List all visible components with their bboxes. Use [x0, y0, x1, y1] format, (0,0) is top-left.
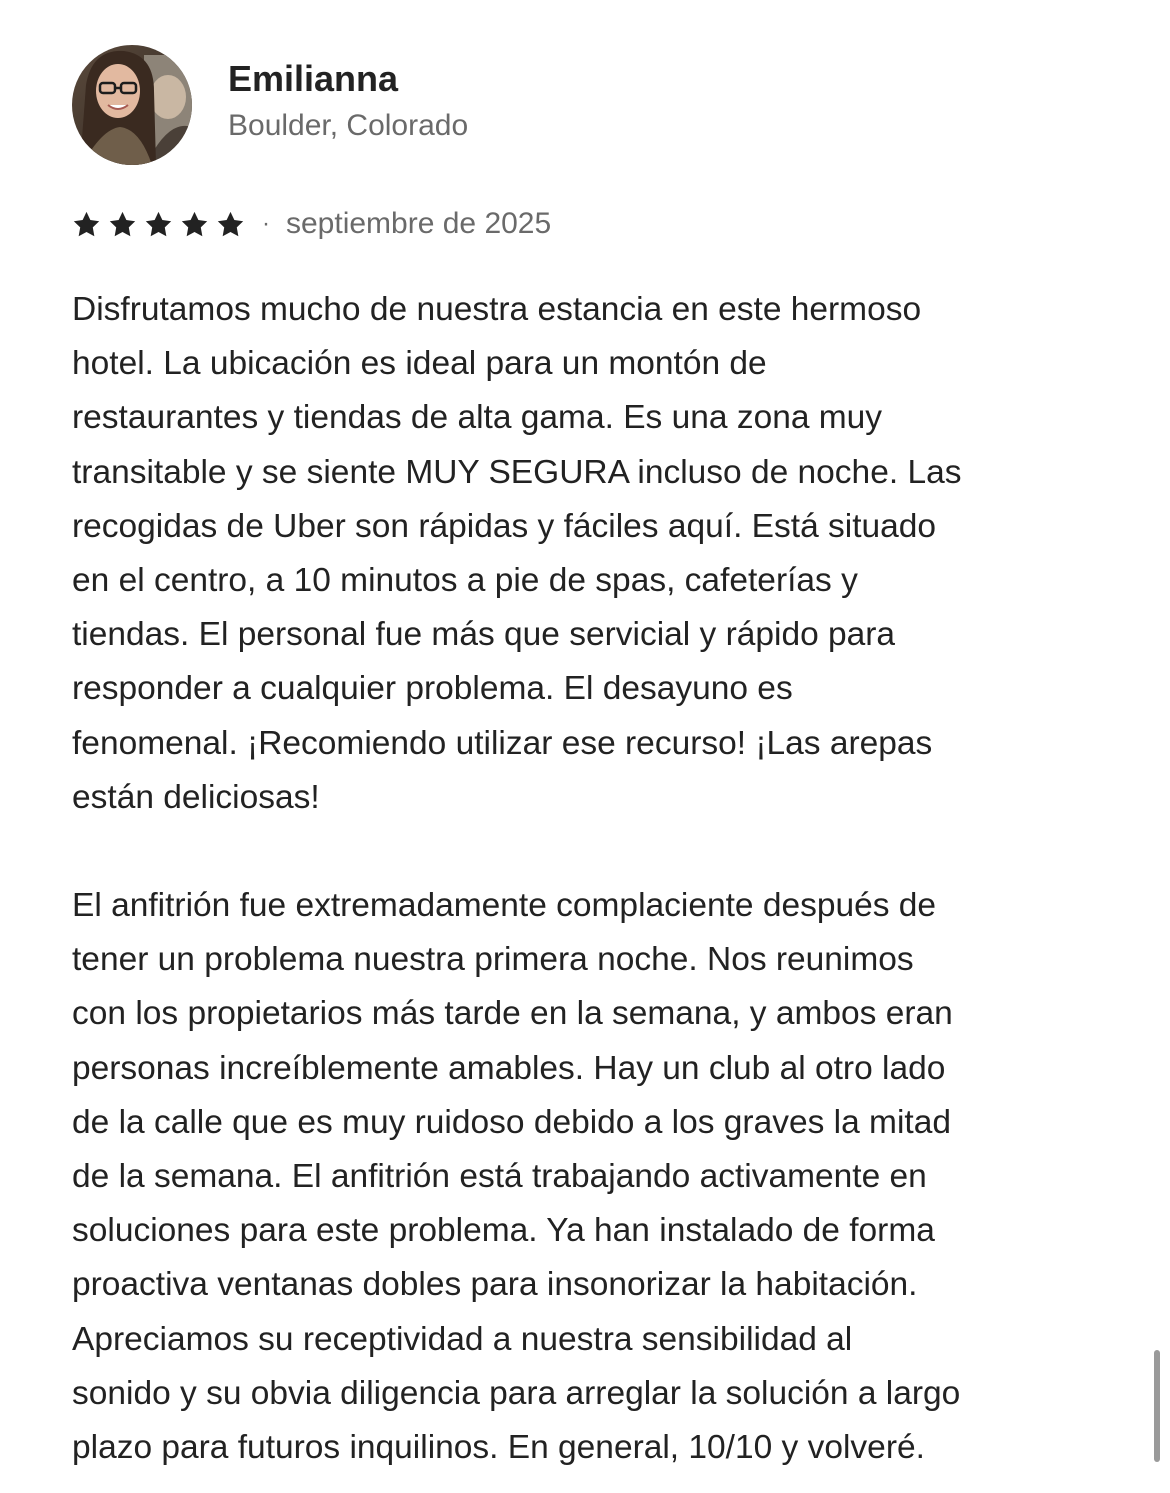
star-icon — [72, 210, 101, 239]
rating-row — [72, 202, 551, 246]
reviewer-avatar[interactable] — [72, 45, 192, 165]
separator-dot: · — [262, 210, 270, 237]
reviewer-location: Boulder, Colorado — [228, 109, 469, 142]
reviewer-header — [72, 44, 468, 166]
star-icon — [180, 210, 209, 239]
star-icon — [216, 210, 245, 239]
review-paragraph-1: Disfrutamos mucho de nuestra estancia en este hermoso hotel. La ubicación es ideal para un montón de restaurantes y tiendas de alta gama. Es una zona muy transitable y se siente MUY SEGURA incluso de noche. Las recogidas de Uber son rápidas y fáciles aquí. Está situado en el centro, a 10 minutos a pie de spas, cafeterías y tiendas. El personal fue más que servicial y rápido para responder a cualquier problema. El desayuno es fenomenal. ¡Recomiendo utilizar ese recurso! ¡Las arepas están deliciosas! — [72, 291, 962, 816]
profile-photo-icon — [72, 45, 192, 165]
star-icon — [144, 210, 173, 239]
review-text — [72, 283, 1117, 1475]
reviewer-name[interactable]: Emilianna — [228, 58, 399, 99]
star-rating — [72, 210, 252, 239]
star-icon — [108, 210, 137, 239]
review-date: septiembre de 2025 — [286, 207, 552, 240]
scrollbar-thumb[interactable] — [1154, 1350, 1160, 1462]
review-paragraph-2: El anfitrión fue extremadamente complaciente después de tener un problema nuestra primera noche. Nos reunimos con los propietarios más tarde en la semana, y ambos eran personas increíblemente amables. Hay un club al otro lado de la calle que es muy ruidoso debido a los graves la mitad de la semana. El anfitrión está trabajando activamente en soluciones para este problema. Ya han instalado de forma proactiva ventanas dobles para insonorizar la habitación. Apreciamos su receptividad a nuestra sensibilidad al sonido y su obvia diligencia para arreglar la solución a largo plazo para futuros inquilinos. En general, 10/10 y volveré. — [72, 887, 961, 1467]
